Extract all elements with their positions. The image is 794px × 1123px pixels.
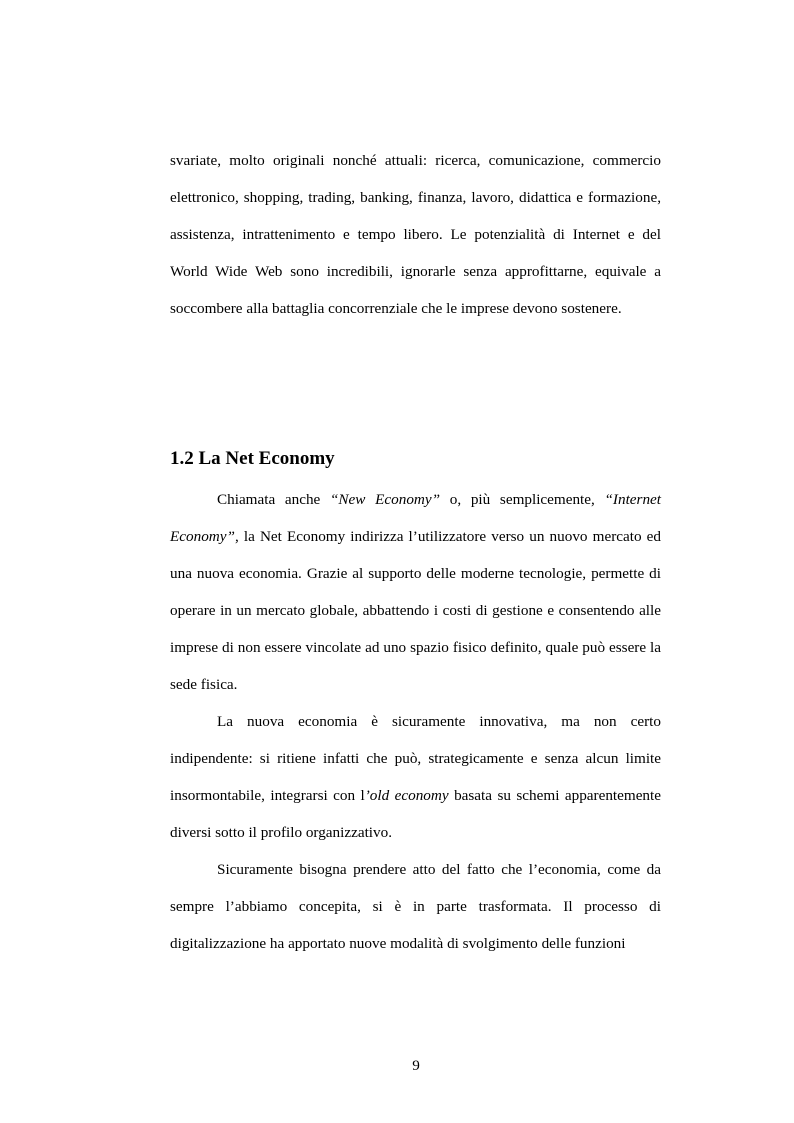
section-heading: 1.2 La Net Economy	[170, 448, 335, 469]
paragraph-new-vs-old-economy	[170, 703, 661, 851]
page-number: 9	[412, 1057, 420, 1074]
italic-term-new-economy: “New Economy”	[329, 491, 441, 508]
intro-paragraph: svariate, molto originali nonché attuali: ricerca, comunicazione, commercio elettronico, shopping, trading, banking, finanza, lavoro, didattica e formazione, assistenza, intrattenimento e tempo libero. Le potenzialità di Internet e del World Wide Web sono incredibili, ignorarle senza approfittarne, equivale a soccombere alla battaglia concorrenziale che le imprese devono sostenere.	[170, 152, 661, 317]
paragraph-net-economy-definition	[170, 481, 661, 703]
paragraph-digitalization: Sicuramente bisogna prendere atto del fatto che l’economia, come da sempre l’abbiamo concepita, si è in parte trasformata. Il processo di digitalizzazione ha apportato nuove modalità di svolgimento delle funzioni	[170, 861, 661, 952]
paragraph-text: , la Net Economy indirizza l’utilizzatore verso un nuovo mercato ed una nuova economia. Grazie al supporto delle moderne tecnologie, permette di operare in un mercato globale, abbattendo i costi di gestione e consentendo alle imprese di non essere vincolate ad uno spazio fisico definito, quale può essere la sede fisica.	[170, 528, 661, 693]
italic-term-internet-economy: “Internet Economy”	[170, 491, 662, 545]
paragraph-text: o, più semplicemente,	[440, 491, 605, 508]
italic-term-old-economy: ’old economy	[364, 787, 449, 804]
paragraph-text: basata su schemi apparentemente diversi sotto il profilo organizzativo.	[170, 787, 661, 841]
paragraph-text: La nuova economia è sicuramente innovativa, ma non certo indipendente: si ritiene infatti che può, strategicamente e senza alcun limite insormontabile, integrarsi con l	[170, 713, 661, 804]
paragraph-text: Chiamata anche	[217, 491, 330, 508]
